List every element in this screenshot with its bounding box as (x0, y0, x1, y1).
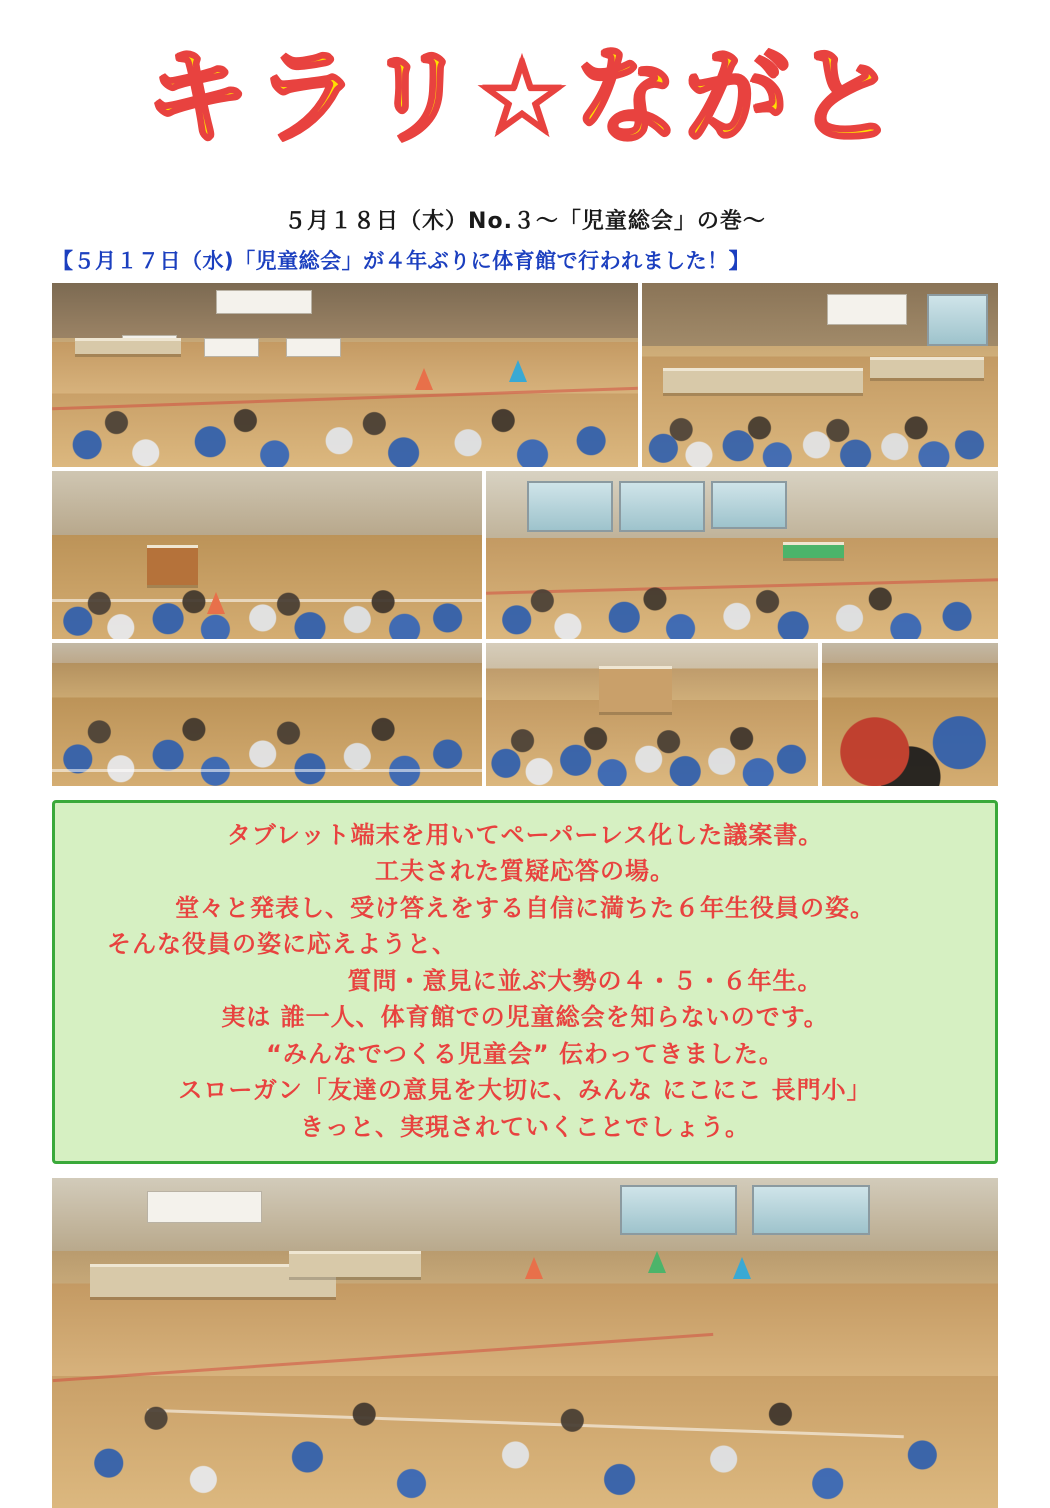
message-line: タブレット端末を用いてペーパーレス化した議案書。 (226, 821, 824, 849)
photo-gym-wide (486, 471, 998, 639)
issue-line: ５月１８日（木）No.３〜「児童総会」の巻〜 (284, 209, 766, 234)
headline: 【５月１７日（水)「児童総会」が４年ぶりに体育館で行われました！】 (52, 249, 751, 273)
page-title: キラリ☆ながと (145, 36, 905, 158)
message-line: 堂々と発表し、受け答えをする自信に満ちた６年生役員の姿。 (175, 893, 875, 922)
photo-collage-top (52, 283, 998, 786)
message-line: “みんなでつくる児童会” 伝わってきました。 (266, 1039, 784, 1068)
photo-collage-bottom (52, 1178, 998, 1508)
photo-tablet-closeup (822, 643, 998, 786)
message-line: 質問・意見に並ぶ大勢の４・５・６年生。 (347, 966, 823, 995)
photo-reading-agenda (486, 643, 818, 786)
title-area (52, 0, 998, 190)
message-line: そんな役員の姿に応えようと、 (107, 930, 457, 959)
photo-officers-table (642, 283, 998, 467)
photo-podium-speaker (52, 471, 482, 639)
message-line: 工夫された質疑応答の場。 (375, 857, 675, 886)
photo-assembly-seated (52, 283, 638, 467)
message-line: スローガン「友達の意見を大切に、みんな にこにこ 長門小」 (178, 1076, 872, 1105)
photo-students-tablets (52, 643, 482, 786)
message-line: 実は 誰一人、体育館での児童総会を知らないのです。 (221, 1003, 829, 1032)
message-line: きっと、実現されていくことでしょう。 (300, 1112, 750, 1141)
photo-assembly-panorama (52, 1178, 998, 1508)
message-box (52, 800, 998, 1164)
